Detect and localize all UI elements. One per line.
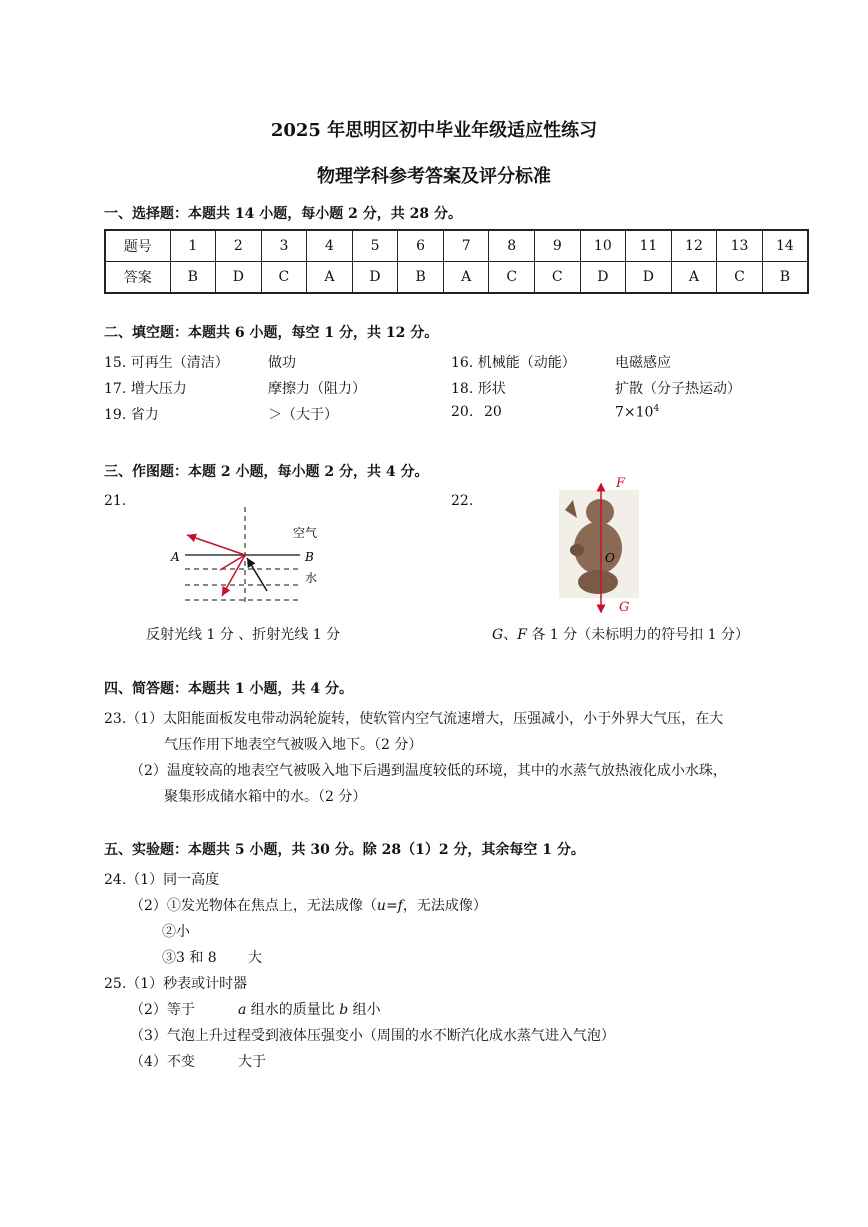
answer-25-2a: （2）等于 bbox=[130, 1002, 195, 1018]
statue-image bbox=[559, 490, 639, 598]
answer-17a: 17. 增大压力 bbox=[104, 381, 187, 397]
answer-18a: 18. 形状 bbox=[451, 381, 506, 397]
answer-cell: C bbox=[717, 262, 763, 294]
section-2-heading: 二、填空题：本题共 6 小题，每空 1 分，共 12 分。 bbox=[104, 325, 439, 341]
label-a: A bbox=[171, 550, 180, 564]
table-header-cell: 答案 bbox=[105, 262, 170, 294]
refracted-ray bbox=[187, 535, 245, 555]
answer-25-2b-end: 组小 bbox=[348, 1002, 381, 1018]
answer-25-1: 25.（1）秒表或计时器 bbox=[104, 976, 248, 992]
answer-cell: D bbox=[352, 262, 398, 294]
answer-16b: 电磁感应 bbox=[615, 355, 671, 371]
answer-23-line-2: 气压作用下地表空气被吸入地下。（2 分） bbox=[164, 737, 423, 753]
answer-24-2-1-end: ，无法成像） bbox=[402, 898, 487, 914]
section-4-heading: 四、简答题：本题共 1 小题，共 4 分。 bbox=[104, 681, 353, 697]
answer-25-2b-mid: 组水的质量比 bbox=[246, 1002, 340, 1018]
answer-24-2-3b: 大 bbox=[248, 950, 262, 966]
document-subtitle: 物理学科参考答案及评分标准 bbox=[317, 166, 551, 187]
label-water: 水 bbox=[305, 571, 318, 585]
answer-24-2-3a: ③3 和 8 bbox=[162, 950, 217, 966]
answer-24-1: 24.（1）同一高度 bbox=[104, 872, 220, 888]
question-number-cell: 1 bbox=[170, 230, 216, 262]
question-number-cell: 6 bbox=[398, 230, 444, 262]
answer-20b-exponent: 4 bbox=[653, 404, 660, 414]
answer-25-2b bbox=[238, 999, 381, 1019]
var-a: a bbox=[238, 1002, 247, 1018]
section-1-heading: 一、选择题：本题共 14 小题，每小题 2 分，共 28 分。 bbox=[104, 206, 462, 222]
answer-table bbox=[104, 229, 809, 294]
question-number-cell: 4 bbox=[307, 230, 353, 262]
answer-20-label: 20. bbox=[451, 404, 474, 420]
answer-cell: D bbox=[580, 262, 626, 294]
answer-cell: D bbox=[216, 262, 262, 294]
caption-22-g: G bbox=[492, 627, 504, 643]
reflected-ray bbox=[220, 555, 245, 596]
caption-22 bbox=[492, 624, 749, 644]
caption-22-rest: 各 1 分（未标明力的符号扣 1 分） bbox=[526, 627, 749, 643]
answer-23-line-3: （2）温度较高的地表空气被吸入地下后遇到温度较低的环境，其中的水蒸气放热液化成小水珠， bbox=[130, 763, 727, 779]
label-b: B bbox=[305, 550, 314, 564]
answer-23-line-4: 聚集形成储水箱中的水。（2 分） bbox=[164, 789, 367, 805]
answer-20a: 20 bbox=[484, 404, 502, 420]
incident-ray bbox=[247, 558, 267, 591]
figure-21-light-diagram bbox=[165, 505, 340, 610]
table-row-answers bbox=[105, 262, 808, 294]
answer-15a: 15. 可再生（清洁） bbox=[104, 355, 229, 371]
question-number-cell: 2 bbox=[216, 230, 262, 262]
var-u: u bbox=[376, 898, 386, 914]
water-dashed-lines bbox=[185, 569, 300, 600]
answer-18b: 扩散（分子热运动） bbox=[615, 381, 741, 397]
question-number-cell: 10 bbox=[580, 230, 626, 262]
answer-cell: B bbox=[762, 262, 808, 294]
question-number-cell: 12 bbox=[671, 230, 717, 262]
table-row-numbers bbox=[105, 230, 808, 262]
answer-cell: A bbox=[443, 262, 489, 294]
answer-16a: 16. 机械能（动能） bbox=[451, 355, 576, 371]
answer-cell: C bbox=[535, 262, 581, 294]
label-air: 空气 bbox=[293, 526, 318, 540]
answer-25-4a: （4）不变 bbox=[130, 1054, 195, 1070]
answer-24-2-2: ②小 bbox=[162, 924, 190, 940]
answer-24-2-1-text: （2）①发光物体在焦点上，无法成像（ bbox=[130, 898, 377, 914]
question-number-cell: 11 bbox=[626, 230, 672, 262]
question-22-label: 22. bbox=[451, 493, 474, 509]
table-header-cell: 题号 bbox=[105, 230, 170, 262]
label-g: G bbox=[619, 600, 630, 615]
answer-cell: C bbox=[489, 262, 535, 294]
label-o: O bbox=[605, 551, 615, 565]
question-21-label: 21. bbox=[104, 493, 127, 509]
answer-25-3: （3）气泡上升过程受到液体压强变小（周围的水不断汽化成水蒸气进入气泡） bbox=[130, 1028, 615, 1044]
question-number-cell: 9 bbox=[535, 230, 581, 262]
answer-23-line-1: 23.（1）太阳能面板发电带动涡轮旋转，使软管内空气流速增大，压强减小，小于外界大气压，在大 bbox=[104, 711, 724, 727]
question-number-cell: 8 bbox=[489, 230, 535, 262]
answer-cell: A bbox=[671, 262, 717, 294]
answer-15b: 做功 bbox=[268, 355, 296, 371]
equals-sign: = bbox=[385, 898, 398, 914]
question-number-cell: 7 bbox=[443, 230, 489, 262]
answer-19a: 19. 省力 bbox=[104, 407, 159, 423]
answer-20b-base: 7×10 bbox=[615, 404, 654, 421]
var-f: f bbox=[397, 898, 403, 914]
answer-20b bbox=[615, 404, 659, 421]
section-5-heading: 五、实验题：本题共 5 小题，共 30 分。除 28（1）2 分，其余每空 1 分。 bbox=[104, 842, 585, 858]
question-number-cell: 14 bbox=[762, 230, 808, 262]
caption-22-sep: 、 bbox=[503, 627, 518, 643]
answer-19b: ＞（大于） bbox=[268, 407, 338, 423]
var-b: b bbox=[339, 1002, 349, 1018]
answer-25-4b: 大于 bbox=[238, 1054, 266, 1070]
answer-cell: D bbox=[626, 262, 672, 294]
answer-cell: B bbox=[170, 262, 216, 294]
answer-cell: C bbox=[261, 262, 307, 294]
caption-22-f: F bbox=[517, 627, 527, 643]
question-number-cell: 3 bbox=[261, 230, 307, 262]
label-f: F bbox=[616, 476, 626, 491]
section-3-heading: 三、作图题：本题 2 小题，每小题 2 分，共 4 分。 bbox=[104, 464, 429, 480]
answer-cell: B bbox=[398, 262, 444, 294]
document-title: 2025 年思明区初中毕业年级适应性练习 bbox=[270, 120, 598, 141]
question-number-cell: 13 bbox=[717, 230, 763, 262]
figure-22-force-diagram bbox=[555, 470, 655, 620]
question-number-cell: 5 bbox=[352, 230, 398, 262]
caption-21: 反射光线 1 分 、折射光线 1 分 bbox=[146, 627, 341, 643]
answer-24-2-1 bbox=[130, 895, 487, 915]
answer-cell: A bbox=[307, 262, 353, 294]
answer-17b: 摩擦力（阻力） bbox=[268, 381, 366, 397]
